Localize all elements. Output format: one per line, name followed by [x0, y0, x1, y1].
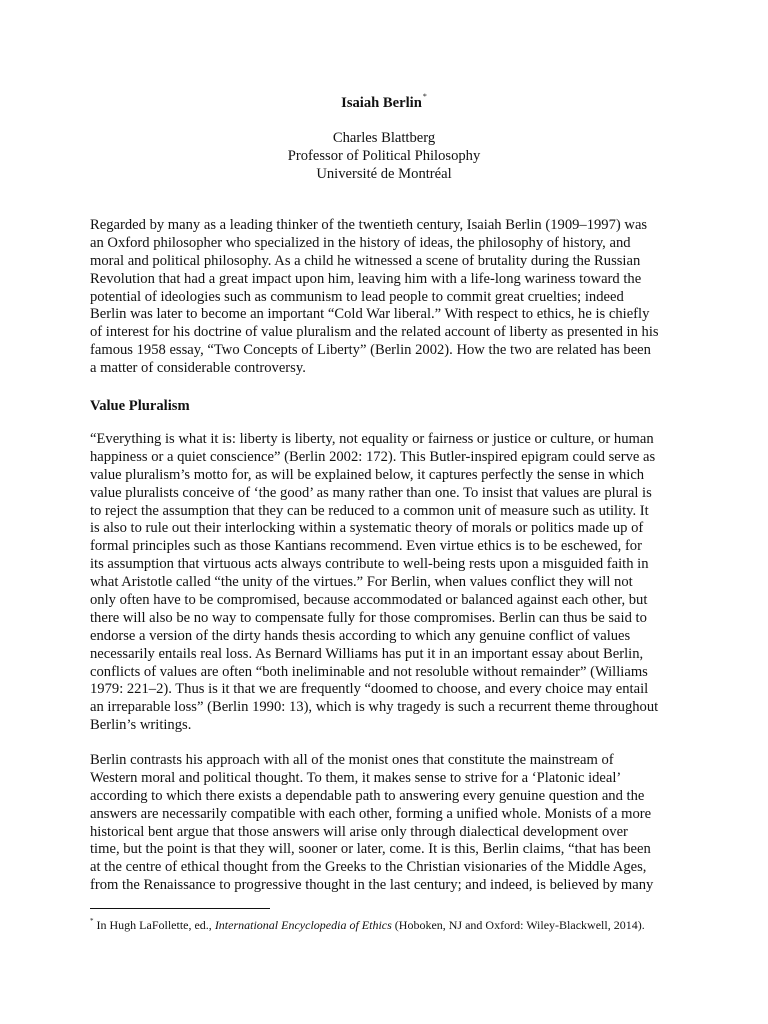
paragraph-line: only often have to be compromised, because accommodated or balanced against each other, but: [90, 592, 648, 609]
paragraph-line: is also to rule out their interlocking within a systematic theory of morals or politics made up of: [90, 520, 644, 537]
title-text: Isaiah Berlin: [341, 94, 422, 111]
paragraph-line: of interest for his doctrine of value pluralism and the related account of liberty as presented in his: [90, 324, 659, 341]
paragraph-line: “Everything is what it is: liberty is liberty, not equality or fairness or justice or culture, or human: [90, 431, 654, 447]
section-heading: Value Pluralism: [90, 398, 190, 414]
page-title: [0, 89, 768, 113]
monism-paragraph: [90, 752, 680, 895]
paragraph-line: according to which there exists a dependable path to answering every genuine question and the: [90, 787, 645, 804]
footnote-work-title: International Encyclopedia of Ethics: [214, 918, 392, 932]
author-institution: Université de Montréal: [316, 166, 452, 182]
paragraph-line: from the Renaissance to progressive thought in the last century; and indeed, is believed by many: [90, 877, 654, 894]
author-name: Charles Blattberg: [332, 130, 436, 146]
paragraph-line: there will also be no way to compensate fully for those compromises. Berlin can thus be said to: [90, 609, 647, 626]
footnote: [90, 914, 690, 933]
author-byline: [0, 129, 768, 183]
paragraph-line: time, but the point is that they will, sooner or later, come. It is this, Berlin claims, “that has been: [90, 841, 651, 858]
footnote-prefix: In Hugh LaFollette, ed.,: [96, 918, 215, 932]
paragraph-line: value pluralists conceive of ‘the good’ as many rather than one. To insist that values are plural is: [90, 484, 652, 501]
paragraph-line: to reject the assumption that they can be reduced to a common unit of measure such as utility. It: [90, 502, 649, 519]
paragraph-line: 1979: 221–2). Thus is it that we are frequently “doomed to choose, and every choice may entail: [90, 681, 649, 698]
intro-paragraph: [90, 217, 680, 378]
paragraph-line: conflicts of values are often “both ineliminable and not resoluble without remainder” (Williams: [90, 663, 648, 680]
author-position: Professor of Political Philosophy: [287, 148, 481, 164]
paragraph-line: at the centre of ethical thought from the Greeks to the Christian visionaries of the Middle Ages,: [90, 859, 647, 876]
paragraph-line: an Oxford philosopher who specialized in the history of ideas, the philosophy of history, and: [90, 234, 631, 251]
paragraph-line: happiness or a quiet conscience” (Berlin 2002: 172). This Butler-inspired epigram could serve as: [90, 448, 656, 465]
paragraph-line: Berlin’s writings.: [90, 717, 192, 734]
paragraph-line: an irreparable loss” (Berlin 1990: 13), which is why tragedy is such a recurrent theme throughout: [90, 699, 659, 716]
paragraph-line: value pluralism’s motto for, as will be explained below, it captures perfectly the sense in which: [90, 466, 645, 483]
paragraph-line: Regarded by many as a leading thinker of the twentieth century, Isaiah Berlin (1909–1997) was: [90, 217, 648, 233]
paragraph-line: Western moral and political thought. To them, it makes sense to strive for a ‘Platonic ideal’: [90, 769, 622, 786]
title-footnote-marker: *: [422, 92, 427, 101]
paragraph-line: its assumption that virtuous acts always contribute to well-being rests upon a misguided faith in: [90, 556, 649, 573]
value-pluralism-paragraph: [90, 431, 680, 735]
paragraph-line: endorse a version of the dirty hands thesis according to which any genuine conflict of values: [90, 627, 631, 644]
paragraph-line: potential of ideologies such as communism to lead people to commit great cruelties; indeed: [90, 288, 624, 305]
footnote-suffix: (Hoboken, NJ and Oxford: Wiley-Blackwell, 2014).: [391, 918, 645, 932]
footnote-marker: *: [90, 917, 94, 925]
paragraph-line: Berlin contrasts his approach with all of the monist ones that constitute the mainstream of: [90, 752, 614, 768]
paragraph-line: answers are necessarily compatible with each other, forming a unified whole. Monists of a more: [90, 805, 652, 822]
paragraph-line: necessarily entails real loss. As Bernard Williams has put it in an important essay about Berlin,: [90, 645, 644, 662]
paragraph-line: a matter of considerable controversy.: [90, 360, 306, 377]
paragraph-line: Revolution that had a great impact upon him, leaving him with a life-long wariness toward the: [90, 270, 642, 287]
paragraph-line: formal principles such as those Kantians recommend. Even virtue ethics is to be eschewed, for: [90, 538, 642, 555]
paragraph-line: what Aristotle called “the unity of the virtues.” For Berlin, when values conflict they will not: [90, 574, 633, 591]
paragraph-line: moral and political philosophy. As a child he witnessed a scene of brutality during the Russian: [90, 252, 641, 269]
paragraph-line: historical bent argue that those answers will arise only through dialectical development over: [90, 823, 628, 840]
paragraph-line: famous 1958 essay, “Two Concepts of Liberty” (Berlin 2002). How the two are related has been: [90, 342, 651, 359]
footnote-divider: [90, 908, 270, 909]
paragraph-line: Berlin was later to become an important “Cold War liberal.” With respect to ethics, he is chiefly: [90, 306, 650, 323]
